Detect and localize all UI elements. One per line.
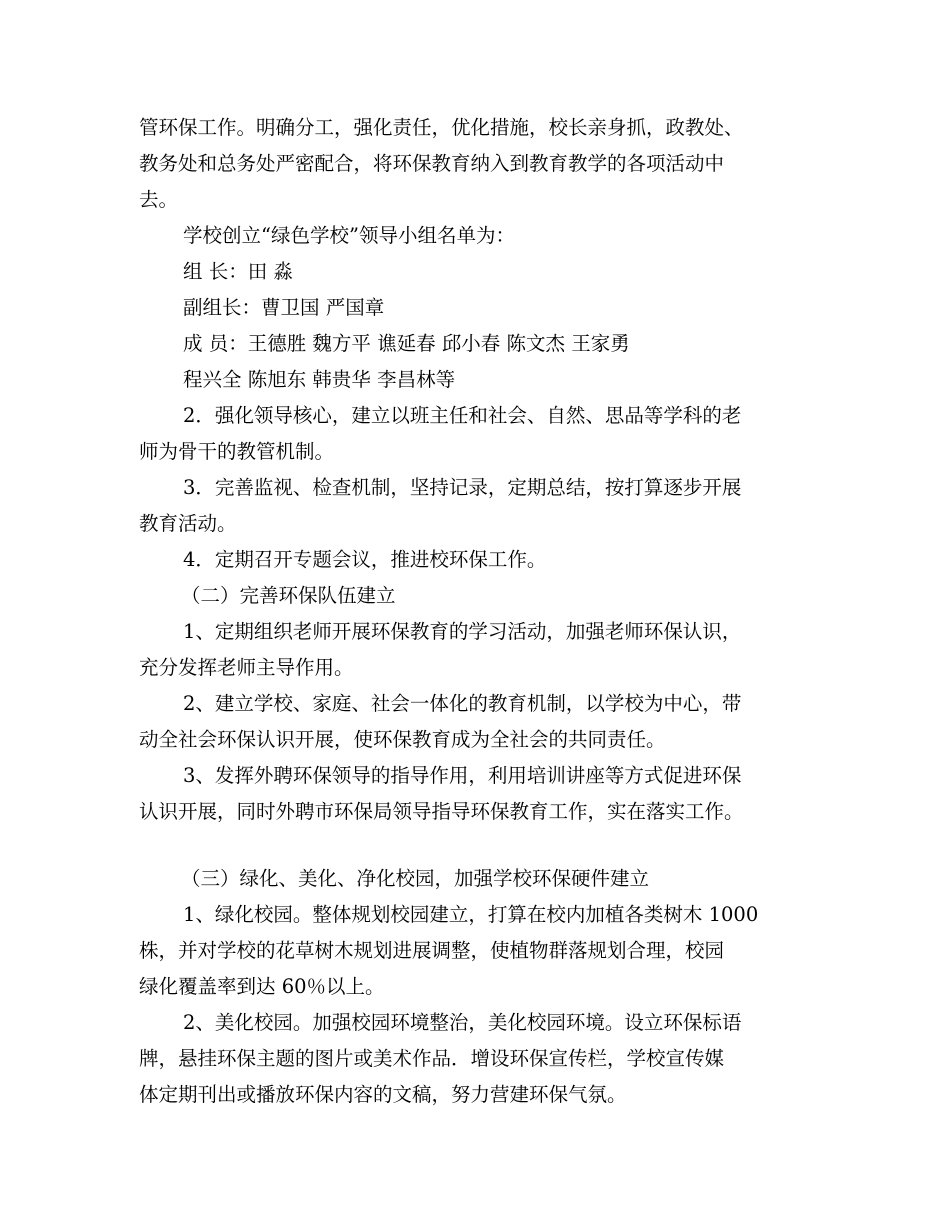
text-line: 动全社会环保认识开展，使环保教育成为全社会的共同责任。 [139, 728, 666, 751]
text-line: 4．定期召开专题会议，推进校环保工作。 [183, 548, 547, 571]
text-line: 管环保工作。明确分工，强化责任，优化措施，校长亲身抓，政教处、 [139, 116, 744, 139]
text-line: 认识开展，同时外聘市环保局领导指导环保教育工作，实在落实工作。 [139, 800, 744, 823]
text-line: 教务处和总务处严密配合，将环保教育纳入到教育教学的各项活动中 [139, 152, 725, 175]
text-line: 牌，悬挂环保主题的图片或美术作品．增设环保宣传栏，学校宣传媒 [139, 1047, 725, 1070]
section-heading: （三）绿化、美化、净化校园，加强学校环保硬件建立 [181, 867, 650, 890]
text-line: 充分发挥老师主导作用。 [139, 656, 354, 679]
text-line: 2、建立学校、家庭、社会一体化的教育机制，以学校为中心，带 [183, 692, 742, 715]
section-heading: （二）完善环保队伍建立 [181, 584, 396, 607]
text-line: 副组长：曹卫国 严国章 [183, 296, 385, 319]
text-line: 3、发挥外聘环保领导的指导作用，利用培训讲座等方式促进环保 [183, 764, 742, 787]
text-line: 教育活动。 [139, 512, 237, 535]
text-line: 成 员：王德胜 魏方平 谯延春 邱小春 陈文杰 王家勇 [183, 332, 630, 355]
text-line: 体定期刊出或播放环保内容的文稿，努力营建环保气氛。 [139, 1083, 627, 1106]
text-line: 株，并对学校的花草树木规划进展调整，使植物群落规划合理，校园 [139, 939, 725, 962]
text-line: 去。 [139, 188, 179, 211]
text-line: 学校创立“绿色学校”领导小组名单为： [183, 224, 515, 247]
text-line: 师为骨干的教管机制。 [139, 440, 335, 463]
text-line: 组 长：田 淼 [183, 260, 293, 283]
text-line: 绿化覆盖率到达 60％以上。 [139, 975, 385, 998]
text-line: 1、定期组织老师开展环保教育的学习活动，加强老师环保认识， [183, 620, 742, 643]
text-line: 程兴全 陈旭东 韩贵华 李昌林等 [183, 368, 456, 391]
text-line: 2、美化校园。加强校园环境整治，美化校园环境。设立环保标语 [183, 1011, 742, 1034]
text-line: 1、绿化校园。整体规划校园建立，打算在校内加植各类树木 1000 [183, 903, 759, 926]
text-line: 3．完善监视、检查机制，坚持记录，定期总结，按打算逐步开展 [183, 476, 742, 499]
text-line: 2．强化领导核心，建立以班主任和社会、自然、思品等学科的老 [183, 404, 742, 427]
